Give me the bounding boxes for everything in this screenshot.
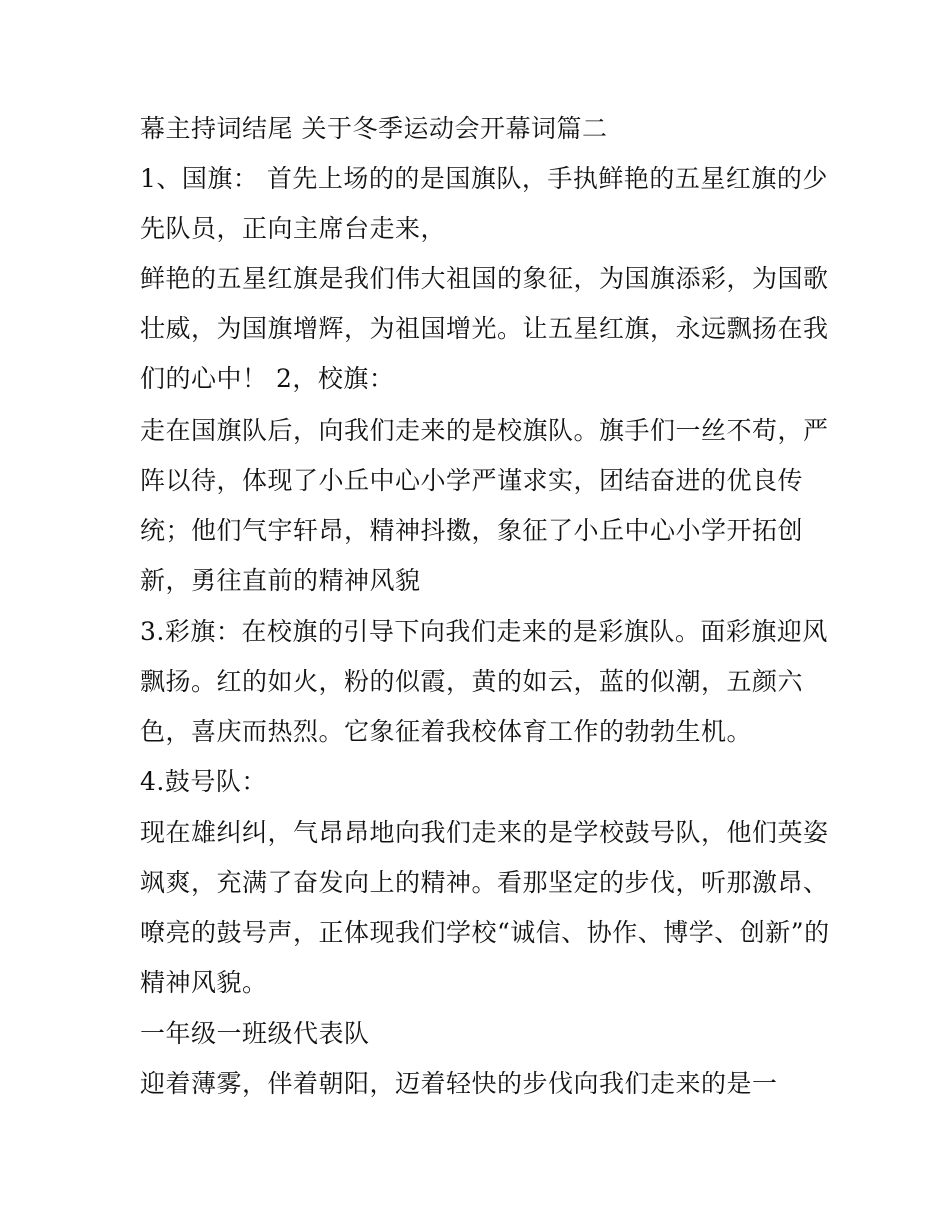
- text-line: 色，喜庆而热烈。它象征着我校体育工作的勃勃生机。: [140, 717, 753, 746]
- text-line: 3.彩旗：在校旗的引导下向我们走来的是彩旗队。面彩旗迎风: [140, 617, 828, 646]
- text-line: 现在雄纠纠，气昂昂地向我们走来的是学校鼓号队，他们英姿: [140, 818, 829, 847]
- text-line: 新，勇往直前的精神风貌: [140, 566, 421, 595]
- text-line: 先队员，正向主席台走来，: [140, 214, 447, 243]
- text-line: 幕主持词结尾 关于冬季运动会开幕词篇二: [140, 114, 608, 143]
- text-line: 4.鼓号队：: [140, 767, 267, 796]
- text-line: 鲜艳的五星红旗是我们伟大祖国的象征，为国旗添彩，为国歌: [140, 264, 829, 293]
- text-line: 阵以待，体现了小丘中心小学严谨求实，团结奋进的优良传: [140, 466, 804, 495]
- text-line: 飒爽，充满了奋发向上的精神。看那坚定的步伐，听那激昂、: [140, 868, 829, 897]
- text-line: 统；他们气宇轩昂，精神抖擞，象征了小丘中心小学开拓创: [140, 516, 804, 545]
- text-line: 壮威，为国旗增辉，为祖国增光。让五星红旗，永远飘扬在我: [140, 314, 829, 343]
- text-line: 1、国旗： 首先上场的的是国旗队，手执鲜艳的五星红旗的少: [140, 164, 828, 193]
- text-line: 们的心中！ 2，校旗：: [140, 364, 395, 393]
- text-line: 嘹亮的鼓号声，正体现我们学校“诚信、协作、博学、创新”的: [140, 918, 830, 947]
- text-line: 迎着薄雾，伴着朝阳，迈着轻快的步伐向我们走来的是一: [140, 1069, 778, 1098]
- text-line: 飘扬。红的如火，粉的似霞，黄的如云，蓝的似潮，五颜六: [140, 667, 804, 696]
- text-line: 走在国旗队后，向我们走来的是校旗队。旗手们一丝不苟，严: [140, 416, 829, 445]
- text-line: 精神风貌。: [140, 968, 268, 997]
- text-line: 一年级一班级代表队: [140, 1019, 370, 1048]
